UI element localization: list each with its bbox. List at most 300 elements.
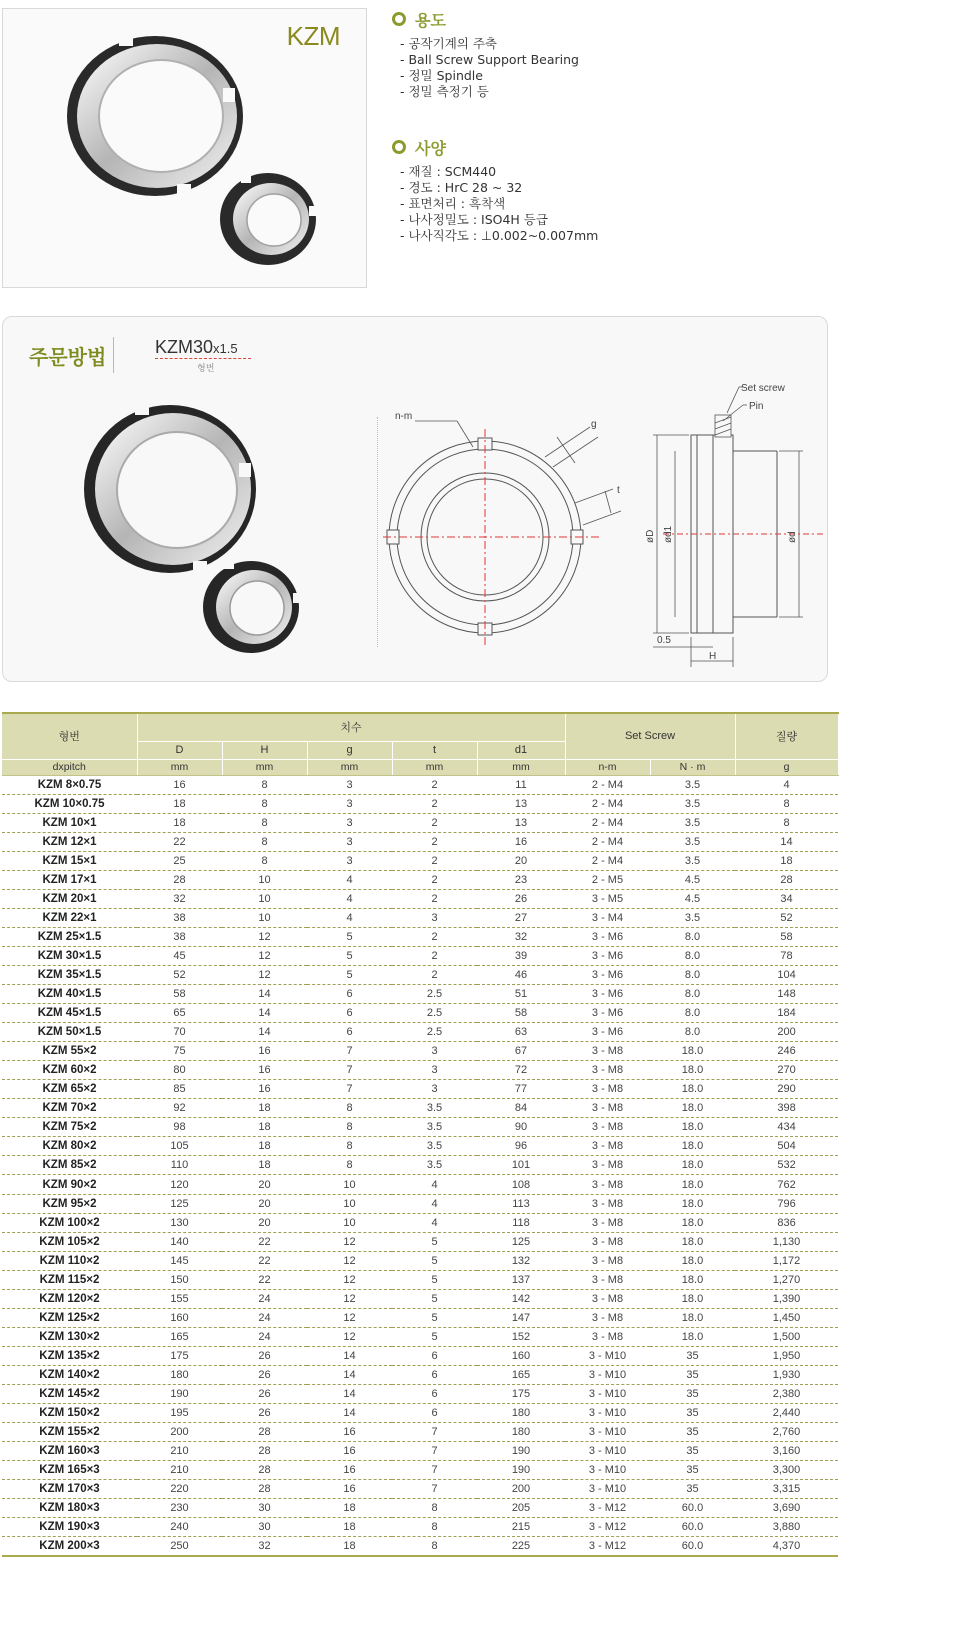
cell-value: 215 <box>477 1518 565 1537</box>
cell-value: 22 <box>222 1270 307 1289</box>
cell-value: 32 <box>137 889 222 908</box>
cell-model: KZM 8×0.75 <box>2 775 137 794</box>
cell-value: 3,300 <box>735 1461 838 1480</box>
table-row <box>2 1404 838 1423</box>
cell-value: 5 <box>392 1232 477 1251</box>
cell-value: 8.0 <box>650 1004 735 1023</box>
cell-value: 22 <box>222 1251 307 1270</box>
cell-value: 14 <box>307 1404 392 1423</box>
cell-value: 8 <box>222 851 307 870</box>
spec-table-body <box>2 775 838 1556</box>
cell-value: 2 <box>392 851 477 870</box>
cell-value: 105 <box>137 1137 222 1156</box>
cell-value: 92 <box>137 1099 222 1118</box>
cell-value: 7 <box>392 1480 477 1499</box>
list-item: - 정밀 Spindle <box>400 68 483 83</box>
cell-value: 3 - M6 <box>565 1023 650 1042</box>
cell-value: 3 - M8 <box>565 1270 650 1289</box>
table-row <box>2 1327 838 1346</box>
label-g: g <box>591 419 597 430</box>
cell-model: KZM 15×1 <box>2 851 137 870</box>
cell-value: 16 <box>477 832 565 851</box>
list-item: - 나사직각도 : ⊥0.002~0.007mm <box>400 228 599 243</box>
cell-value: 35 <box>650 1346 735 1365</box>
cell-value: 14 <box>222 985 307 1004</box>
cell-value: 14 <box>735 832 838 851</box>
table-row <box>2 1365 838 1384</box>
cell-value: 35 <box>650 1442 735 1461</box>
label-t: t <box>617 485 620 496</box>
cell-value: 12 <box>222 927 307 946</box>
cell-value: 24 <box>222 1308 307 1327</box>
cell-value: 108 <box>477 1175 565 1194</box>
cell-value: 4 <box>392 1194 477 1213</box>
cell-value: 3 - M10 <box>565 1423 650 1442</box>
cell-value: 2 - M4 <box>565 775 650 794</box>
cell-value: 2 <box>392 870 477 889</box>
cell-value: 78 <box>735 946 838 965</box>
label-od: øD <box>645 529 656 543</box>
cell-value: 26 <box>477 889 565 908</box>
table-row <box>2 832 838 851</box>
cell-value: 190 <box>477 1461 565 1480</box>
cell-value: 12 <box>307 1289 392 1308</box>
cell-value: 10 <box>307 1175 392 1194</box>
cell-value: 16 <box>222 1061 307 1080</box>
cell-value: 18.0 <box>650 1251 735 1270</box>
cell-value: 3.5 <box>650 908 735 927</box>
cell-value: 148 <box>735 985 838 1004</box>
cell-value: 10 <box>222 870 307 889</box>
header-weight: 질량 <box>735 713 838 759</box>
cell-value: 6 <box>307 1023 392 1042</box>
cell-value: 3 - M8 <box>565 1251 650 1270</box>
cell-value: 77 <box>477 1080 565 1099</box>
cell-model: KZM 55×2 <box>2 1042 137 1061</box>
cell-value: 16 <box>307 1480 392 1499</box>
cell-value: 7 <box>307 1061 392 1080</box>
drawing-separator <box>377 417 378 647</box>
cell-value: 434 <box>735 1118 838 1137</box>
cell-value: 20 <box>222 1175 307 1194</box>
table-row <box>2 794 838 813</box>
cell-value: 18 <box>307 1518 392 1537</box>
cell-value: 8 <box>735 794 838 813</box>
table-row <box>2 1080 838 1099</box>
cell-value: 2 <box>392 946 477 965</box>
cell-value: 4 <box>735 775 838 794</box>
label-odd: ød <box>787 531 798 543</box>
cell-value: 3 - M8 <box>565 1080 650 1099</box>
cell-model: KZM 150×2 <box>2 1404 137 1423</box>
cell-value: 3 - M8 <box>565 1156 650 1175</box>
cell-value: 35 <box>650 1461 735 1480</box>
cell-value: 28 <box>222 1442 307 1461</box>
table-row <box>2 1461 838 1480</box>
spec-table <box>2 712 839 1557</box>
table-row <box>2 1499 838 1518</box>
table-row <box>2 1346 838 1365</box>
cell-value: 3 - M6 <box>565 946 650 965</box>
cell-value: 1,390 <box>735 1289 838 1308</box>
cell-value: 3 - M6 <box>565 927 650 946</box>
table-row <box>2 1442 838 1461</box>
table-row <box>2 1423 838 1442</box>
cell-value: 45 <box>137 946 222 965</box>
cell-value: 3 - M8 <box>565 1099 650 1118</box>
cell-value: 3.5 <box>392 1099 477 1118</box>
cell-value: 6 <box>392 1365 477 1384</box>
cell-value: 10 <box>307 1194 392 1213</box>
cell-value: 3.5 <box>650 813 735 832</box>
cell-value: 4 <box>307 889 392 908</box>
cell-value: 7 <box>307 1080 392 1099</box>
cell-value: 2 - M4 <box>565 813 650 832</box>
cell-value: 3 - M10 <box>565 1346 650 1365</box>
cell-value: 2 <box>392 794 477 813</box>
table-row <box>2 889 838 908</box>
cell-value: 18.0 <box>650 1289 735 1308</box>
table-row <box>2 1156 838 1175</box>
cell-value: 3 - M12 <box>565 1518 650 1537</box>
table-row <box>2 1175 838 1194</box>
cell-value: 28 <box>222 1423 307 1442</box>
cell-value: 2,440 <box>735 1404 838 1423</box>
cell-value: 84 <box>477 1099 565 1118</box>
cell-value: 2,760 <box>735 1423 838 1442</box>
cell-value: 34 <box>735 889 838 908</box>
cell-value: 6 <box>307 1004 392 1023</box>
cell-value: 137 <box>477 1270 565 1289</box>
cell-value: 125 <box>137 1194 222 1213</box>
cell-value: 3 <box>392 1061 477 1080</box>
side-section-drawing <box>645 377 829 667</box>
cell-value: 8 <box>392 1499 477 1518</box>
cell-value: 2 - M4 <box>565 832 650 851</box>
cell-value: 160 <box>477 1346 565 1365</box>
cell-value: 18 <box>222 1099 307 1118</box>
table-row <box>2 1270 838 1289</box>
cell-value: 72 <box>477 1061 565 1080</box>
cell-value: 504 <box>735 1137 838 1156</box>
cell-value: 4 <box>307 908 392 927</box>
cell-value: 3.5 <box>392 1118 477 1137</box>
cell-value: 16 <box>307 1461 392 1480</box>
cell-value: 3 - M5 <box>565 889 650 908</box>
usage-list <box>400 36 812 100</box>
cell-value: 2 - M4 <box>565 851 650 870</box>
cell-value: 1,172 <box>735 1251 838 1270</box>
cell-value: 2.5 <box>392 1004 477 1023</box>
cell-value: 96 <box>477 1137 565 1156</box>
cell-value: 3.5 <box>650 832 735 851</box>
cell-value: 3.5 <box>392 1137 477 1156</box>
cell-model: KZM 115×2 <box>2 1270 137 1289</box>
cell-value: 3 - M8 <box>565 1175 650 1194</box>
cell-model: KZM 17×1 <box>2 870 137 889</box>
cell-model: KZM 70×2 <box>2 1099 137 1118</box>
cell-value: 32 <box>222 1537 307 1556</box>
cell-value: 190 <box>137 1385 222 1404</box>
table-row <box>2 1308 838 1327</box>
cell-value: 63 <box>477 1023 565 1042</box>
cell-value: 12 <box>307 1232 392 1251</box>
cell-value: 1,500 <box>735 1327 838 1346</box>
cell-value: 3 - M6 <box>565 1004 650 1023</box>
cell-model: KZM 140×2 <box>2 1365 137 1384</box>
cell-value: 35 <box>650 1404 735 1423</box>
cell-value: 3 <box>307 775 392 794</box>
cell-value: 35 <box>650 1365 735 1384</box>
cell-value: 3 - M4 <box>565 908 650 927</box>
table-row <box>2 870 838 889</box>
unit-newton-meter: N · m <box>650 759 735 775</box>
cell-value: 16 <box>307 1423 392 1442</box>
cell-value: 3,880 <box>735 1518 838 1537</box>
table-row <box>2 985 838 1004</box>
cell-value: 8 <box>307 1137 392 1156</box>
cell-value: 2 <box>392 927 477 946</box>
cell-value: 3 - M8 <box>565 1137 650 1156</box>
cell-value: 30 <box>222 1518 307 1537</box>
cell-value: 18 <box>307 1499 392 1518</box>
cell-model: KZM 95×2 <box>2 1194 137 1213</box>
cell-value: 26 <box>222 1346 307 1365</box>
cell-value: 3.5 <box>650 775 735 794</box>
cell-model: KZM 180×3 <box>2 1499 137 1518</box>
cell-value: 3 <box>392 1080 477 1099</box>
cell-value: 13 <box>477 813 565 832</box>
cell-value: 14 <box>222 1023 307 1042</box>
cell-model: KZM 190×3 <box>2 1518 137 1537</box>
cell-value: 90 <box>477 1118 565 1137</box>
cell-model: KZM 60×2 <box>2 1061 137 1080</box>
usage-section <box>392 8 812 100</box>
cell-value: 46 <box>477 965 565 984</box>
cell-value: 28 <box>137 870 222 889</box>
cell-value: 12 <box>307 1251 392 1270</box>
cell-value: 52 <box>735 908 838 927</box>
cell-value: 10 <box>307 1213 392 1232</box>
cell-value: 184 <box>735 1004 838 1023</box>
table-row <box>2 1194 838 1213</box>
cell-value: 3 - M8 <box>565 1042 650 1061</box>
cell-value: 8 <box>307 1156 392 1175</box>
cell-value: 5 <box>392 1327 477 1346</box>
cell-value: 18.0 <box>650 1080 735 1099</box>
cell-value: 290 <box>735 1080 838 1099</box>
cell-value: 2 - M5 <box>565 870 650 889</box>
unit-dxpitch: dxpitch <box>2 759 137 775</box>
cell-value: 18 <box>222 1156 307 1175</box>
cell-model: KZM 120×2 <box>2 1289 137 1308</box>
cell-value: 4 <box>392 1213 477 1232</box>
cell-value: 5 <box>392 1251 477 1270</box>
cell-value: 8 <box>222 813 307 832</box>
unit-nm: n-m <box>565 759 650 775</box>
table-row <box>2 1385 838 1404</box>
cell-value: 140 <box>137 1232 222 1251</box>
table-row <box>2 1518 838 1537</box>
unit-mm: mm <box>137 759 222 775</box>
cell-value: 180 <box>477 1423 565 1442</box>
cell-value: 8.0 <box>650 985 735 1004</box>
cell-value: 18.0 <box>650 1061 735 1080</box>
cell-value: 125 <box>477 1232 565 1251</box>
cell-model: KZM 20×1 <box>2 889 137 908</box>
label-nm: n-m <box>395 411 413 422</box>
front-view-drawing <box>385 407 635 647</box>
cell-model: KZM 130×2 <box>2 1327 137 1346</box>
cell-value: 5 <box>392 1308 477 1327</box>
label-half: 0.5 <box>657 635 671 646</box>
cell-value: 26 <box>222 1404 307 1423</box>
cell-value: 220 <box>137 1480 222 1499</box>
header-g: g <box>307 741 392 759</box>
order-method-box <box>2 316 828 682</box>
order-code-caption: 형번 <box>197 364 215 374</box>
cell-value: 2 <box>392 832 477 851</box>
cell-value: 14 <box>307 1365 392 1384</box>
cell-value: 20 <box>477 851 565 870</box>
cell-value: 10 <box>222 908 307 927</box>
cell-value: 2,380 <box>735 1385 838 1404</box>
cell-value: 26 <box>222 1385 307 1404</box>
cell-value: 18 <box>222 1118 307 1137</box>
cell-value: 25 <box>137 851 222 870</box>
cell-value: 6 <box>392 1404 477 1423</box>
cell-value: 8.0 <box>650 965 735 984</box>
table-row <box>2 1099 838 1118</box>
cell-value: 18.0 <box>650 1042 735 1061</box>
cell-model: KZM 200×3 <box>2 1537 137 1556</box>
cell-value: 147 <box>477 1308 565 1327</box>
cell-value: 58 <box>477 1004 565 1023</box>
cell-model: KZM 10×0.75 <box>2 794 137 813</box>
circle-bullet-icon <box>392 12 406 26</box>
usage-title: 용도 <box>415 10 446 30</box>
header-set-screw: Set Screw <box>565 713 735 759</box>
list-item: - 정밀 측정기 등 <box>400 84 489 99</box>
cell-value: 80 <box>137 1061 222 1080</box>
cell-value: 3 - M12 <box>565 1499 650 1518</box>
cell-value: 1,450 <box>735 1308 838 1327</box>
cell-value: 60.0 <box>650 1518 735 1537</box>
cell-value: 18 <box>137 794 222 813</box>
cell-value: 18 <box>307 1537 392 1556</box>
cell-value: 3 <box>307 813 392 832</box>
cell-value: 11 <box>477 775 565 794</box>
cell-value: 6 <box>392 1346 477 1365</box>
cell-value: 3 <box>392 908 477 927</box>
cell-value: 65 <box>137 1004 222 1023</box>
cell-model: KZM 75×2 <box>2 1118 137 1137</box>
cell-value: 6 <box>392 1385 477 1404</box>
cell-value: 28 <box>222 1461 307 1480</box>
cell-value: 8 <box>307 1099 392 1118</box>
cell-value: 85 <box>137 1080 222 1099</box>
spec-title: 사양 <box>415 138 446 158</box>
cell-value: 32 <box>477 927 565 946</box>
cell-value: 12 <box>307 1308 392 1327</box>
cell-model: KZM 90×2 <box>2 1175 137 1194</box>
cell-value: 13 <box>477 794 565 813</box>
unit-mm: mm <box>392 759 477 775</box>
cell-value: 8 <box>392 1537 477 1556</box>
cell-value: 3 <box>307 851 392 870</box>
cell-value: 38 <box>137 927 222 946</box>
cell-value: 175 <box>137 1346 222 1365</box>
cell-value: 110 <box>137 1156 222 1175</box>
list-item: - Ball Screw Support Bearing <box>400 52 579 67</box>
cell-value: 20 <box>222 1194 307 1213</box>
cell-value: 3 - M10 <box>565 1461 650 1480</box>
list-item: - 표면처리 : 흑착색 <box>400 196 506 211</box>
table-row <box>2 1213 838 1232</box>
cell-value: 30 <box>222 1499 307 1518</box>
cell-value: 165 <box>477 1365 565 1384</box>
cell-value: 52 <box>137 965 222 984</box>
cell-value: 1,270 <box>735 1270 838 1289</box>
lock-nut-photo <box>83 389 318 659</box>
cell-value: 58 <box>137 985 222 1004</box>
cell-value: 3 - M8 <box>565 1213 650 1232</box>
cell-value: 3,315 <box>735 1480 838 1499</box>
unit-gram: g <box>735 759 838 775</box>
cell-value: 7 <box>392 1461 477 1480</box>
cell-model: KZM 25×1.5 <box>2 927 137 946</box>
table-row <box>2 1023 838 1042</box>
table-row <box>2 908 838 927</box>
cell-value: 16 <box>137 775 222 794</box>
cell-value: 3 - M12 <box>565 1537 650 1556</box>
cell-value: 180 <box>477 1404 565 1423</box>
cell-value: 8 <box>735 813 838 832</box>
cell-value: 762 <box>735 1175 838 1194</box>
cell-value: 8 <box>222 775 307 794</box>
cell-value: 18.0 <box>650 1099 735 1118</box>
cell-model: KZM 80×2 <box>2 1137 137 1156</box>
cell-value: 2 <box>392 775 477 794</box>
cell-model: KZM 155×2 <box>2 1423 137 1442</box>
cell-value: 130 <box>137 1213 222 1232</box>
cell-value: 26 <box>222 1365 307 1384</box>
list-item: - 나사정밀도 : ISO4H 등급 <box>400 212 548 227</box>
label-set-screw: Set screw <box>741 383 785 394</box>
cell-model: KZM 170×3 <box>2 1480 137 1499</box>
header-dimensions: 치수 <box>137 713 565 741</box>
unit-mm: mm <box>307 759 392 775</box>
cell-value: 180 <box>137 1365 222 1384</box>
cell-value: 3 <box>307 794 392 813</box>
cell-value: 14 <box>307 1346 392 1365</box>
cell-value: 1,130 <box>735 1232 838 1251</box>
table-row <box>2 1004 838 1023</box>
table-row <box>2 946 838 965</box>
cell-value: 190 <box>477 1442 565 1461</box>
cell-model: KZM 45×1.5 <box>2 1004 137 1023</box>
cell-value: 14 <box>222 1004 307 1023</box>
cell-value: 18 <box>735 851 838 870</box>
spec-list <box>400 164 812 244</box>
cell-value: 35 <box>650 1423 735 1442</box>
cell-value: 398 <box>735 1099 838 1118</box>
cell-value: 132 <box>477 1251 565 1270</box>
table-row <box>2 1042 838 1061</box>
cell-value: 230 <box>137 1499 222 1518</box>
cell-value: 2 <box>392 813 477 832</box>
cell-value: 3 - M8 <box>565 1308 650 1327</box>
